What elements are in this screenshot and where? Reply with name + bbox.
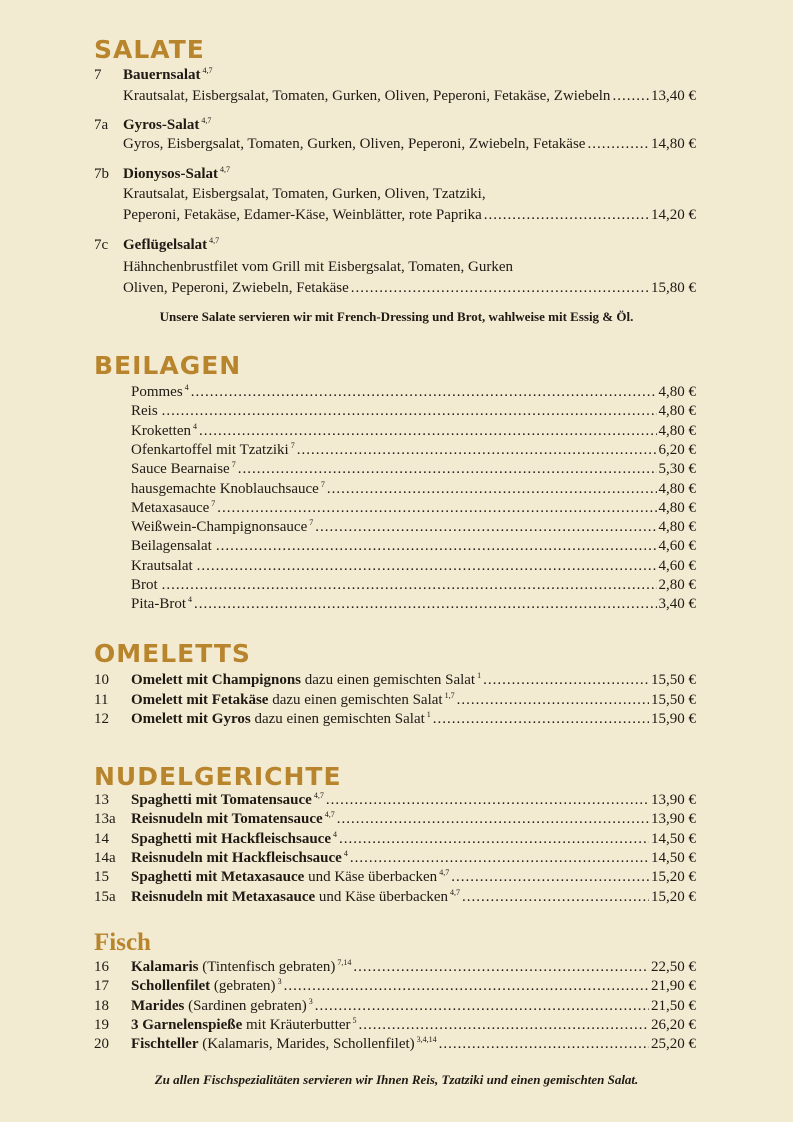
item-number: 7b xyxy=(94,166,109,182)
fisch-row: Fischteller (Kalamaris, Marides, Schollenfilet) $^{3,4,14}$ ..... 25,20 € xyxy=(131,1035,696,1054)
section-title-fisch: Fisch xyxy=(94,929,151,956)
price: 4,80 € xyxy=(658,403,696,420)
item-number: 7 xyxy=(94,67,102,83)
price: 4,60 € xyxy=(658,538,696,555)
omelett-row: Omelett mit Gyros dazu einen gemischten Salat $^1$ ..... 15,90 € xyxy=(131,710,696,729)
nudel-row: Reisnudeln mit Metaxasauce und Käse überbacken $^{4,7}$ ..... 15,20 € xyxy=(131,888,696,907)
price: 14,50 € xyxy=(651,849,696,866)
item-title: Gyros-Salat $^{4,7}$ xyxy=(123,116,212,133)
item-desc-row: Peperoni, Fetakäse, Edamer-Käse, Weinblätter, rote Paprika ..... 14,20 € xyxy=(123,206,696,225)
item-title: Bauernsalat $^{4,7}$ xyxy=(123,66,213,83)
item-number: 16 xyxy=(94,959,109,975)
price: 15,50 € xyxy=(651,672,696,688)
beilage-row: Weißwein-Champignonsauce $^7$ ..... 4,80 € xyxy=(131,518,696,537)
price: 4,80 € xyxy=(658,422,696,439)
fisch-row: Schollenfilet (gebraten) $^3$ ..... 21,90 € xyxy=(131,977,696,996)
item-number: 13 xyxy=(94,792,109,808)
price: 26,20 € xyxy=(651,1016,696,1033)
price: 2,80 € xyxy=(658,577,696,593)
beilage-row: Pita-Brot $^4$ ..... 3,40 € xyxy=(131,595,696,614)
section-title-beilagen: BEILAGEN xyxy=(94,351,242,380)
price: 21,90 € xyxy=(651,978,696,995)
price: 4,80 € xyxy=(658,499,696,516)
price: 15,80 € xyxy=(651,280,696,296)
item-desc-row: Gyros, Eisbergsalat, Tomaten, Gurken, Oliven, Peperoni, Zwiebeln, Fetakäse ..... 14,80 € xyxy=(123,135,696,154)
item-desc-row: Oliven, Peperoni, Zwiebeln, Fetakäse ..... 15,80 € xyxy=(123,279,696,298)
omelett-row: Omelett mit Fetakäse dazu einen gemischten Salat $^{1,7}$ ..... 15,50 € xyxy=(131,691,696,710)
fisch-row: Marides (Sardinen gebraten) $^3$ ..... 21,50 € xyxy=(131,997,696,1016)
item-desc: Krautsalat, Eisbergsalat, Tomaten, Gurken, Oliven, Tzatziki, xyxy=(123,186,486,202)
section-title-salate: SALATE xyxy=(94,35,205,64)
price: 15,20 € xyxy=(651,869,696,886)
beilage-row: Beilagensalat ..... 4,60 € xyxy=(131,537,696,556)
item-number: 18 xyxy=(94,997,109,1014)
item-number: 14 xyxy=(94,830,109,847)
price: 13,40 € xyxy=(651,88,696,104)
item-number: 7a xyxy=(94,117,109,133)
price: 14,50 € xyxy=(651,830,696,847)
price: 15,50 € xyxy=(651,691,696,708)
price: 22,50 € xyxy=(651,959,696,975)
section-title-nudelgerichte: NUDELGERICHTE xyxy=(94,762,342,791)
nudel-row: Reisnudeln mit Tomatensauce $^{4,7}$ ..... 13,90 € xyxy=(131,810,696,829)
beilage-row: Ofenkartoffel mit Tzatziki $^7$ ..... 6,20 € xyxy=(131,441,696,460)
nudel-row: Spaghetti mit Tomatensauce $^{4,7}$ ..... 13,90 € xyxy=(131,791,696,810)
beilage-row: hausgemachte Knoblauchsauce $^7$ ..... 4,80 € xyxy=(131,480,696,499)
fisch-row: Kalamaris (Tintenfisch gebraten) $^{7,14}$ ..... 22,50 € xyxy=(131,958,696,977)
item-number: 20 xyxy=(94,1036,109,1053)
item-number: 17 xyxy=(94,978,109,995)
beilage-row: Kroketten $^4$ ..... 4,80 € xyxy=(131,422,696,441)
fisch-note: Zu allen Fischspezialitäten servieren wir Ihnen Reis, Tzatziki und einen gemischten Salat. xyxy=(154,1072,639,1087)
price: 13,90 € xyxy=(651,811,696,828)
item-number: 11 xyxy=(94,691,109,708)
item-title: Dionysos-Salat $^{4,7}$ xyxy=(123,165,231,182)
omelett-row: Omelett mit Champignons dazu einen gemischten Salat $^1$ ..... 15,50 € xyxy=(131,671,696,690)
price: 15,20 € xyxy=(651,888,696,905)
item-desc: Hähnchenbrustfilet vom Grill mit Eisbergsalat, Tomaten, Gurken xyxy=(123,259,513,275)
beilage-row: Sauce Bearnaise $^7$ ..... 5,30 € xyxy=(131,460,696,479)
price: 13,90 € xyxy=(651,792,696,808)
nudel-row: Spaghetti mit Hackfleischsauce $^4$ ..... 14,50 € xyxy=(131,830,696,849)
beilage-row: Brot ..... 2,80 € xyxy=(131,576,696,595)
item-number: 7c xyxy=(94,237,109,253)
salate-note: Unsere Salate servieren wir mit French-Dressing und Brot, wahlweise mit Essig & Öl. xyxy=(159,309,634,324)
price: 4,80 € xyxy=(658,480,696,497)
price: 4,80 € xyxy=(658,384,696,400)
price: 3,40 € xyxy=(658,596,696,613)
beilage-row: Reis ..... 4,80 € xyxy=(131,402,696,421)
price: 14,80 € xyxy=(651,136,696,152)
price: 4,60 € xyxy=(658,557,696,574)
item-number: 15 xyxy=(94,869,109,886)
price: 4,80 € xyxy=(658,519,696,536)
beilage-row: Metaxasauce $^7$ ..... 4,80 € xyxy=(131,499,696,518)
item-title: Geflügelsalat $^{4,7}$ xyxy=(123,236,220,253)
item-number: 10 xyxy=(94,672,109,688)
price: 5,30 € xyxy=(658,461,696,478)
item-number: 13a xyxy=(94,811,116,828)
price: 15,90 € xyxy=(651,711,696,727)
item-number: 15a xyxy=(94,888,116,905)
item-desc-row: Krautsalat, Eisbergsalat, Tomaten, Gurken, Oliven, Peperoni, Fetakäse, Zwiebeln ..... 13,40 € xyxy=(123,87,696,106)
price: 6,20 € xyxy=(658,441,696,458)
item-number: 14a xyxy=(94,849,116,866)
beilage-row: Pommes $^4$ ..... 4,80 € xyxy=(131,383,696,402)
nudel-row: Spaghetti mit Metaxasauce und Käse überbacken $^{4,7}$ ..... 15,20 € xyxy=(131,868,696,887)
nudel-row: Reisnudeln mit Hackfleischsauce $^4$ ..... 14,50 € xyxy=(131,849,696,868)
section-title-omeletts: OMELETTS xyxy=(94,639,251,668)
fisch-row: 3 Garnelenspieße mit Kräuterbutter $^5$ ..... 26,20 € xyxy=(131,1016,696,1035)
price: 21,50 € xyxy=(651,997,696,1014)
item-number: 19 xyxy=(94,1016,109,1033)
price: 14,20 € xyxy=(651,207,696,223)
price: 25,20 € xyxy=(651,1036,696,1053)
beilage-row: Krautsalat ..... 4,60 € xyxy=(131,557,696,576)
item-number: 12 xyxy=(94,711,109,727)
